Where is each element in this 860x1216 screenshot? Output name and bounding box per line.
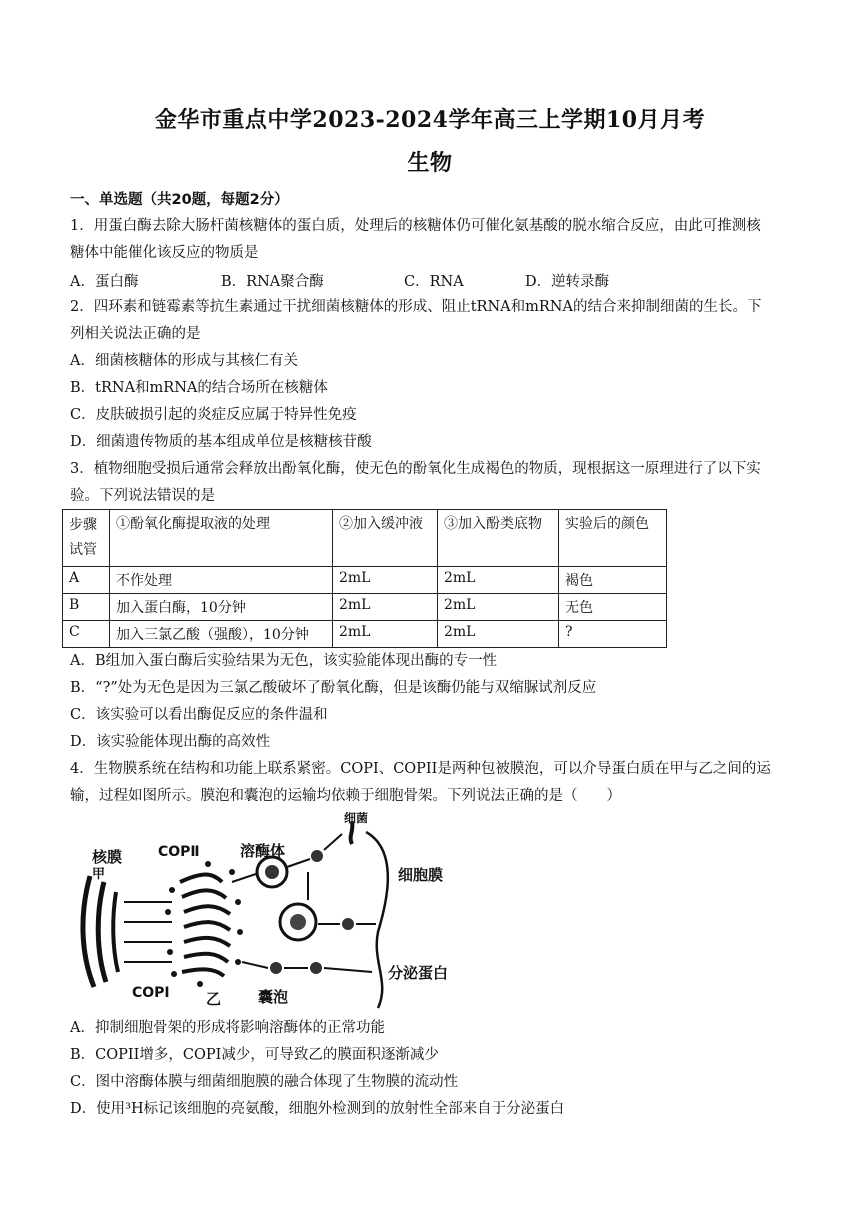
table-cell: 不作处理 <box>110 567 333 594</box>
arrow-shape <box>242 962 268 968</box>
label-vesicle: 囊泡 <box>258 988 289 1006</box>
vesicle-shape <box>342 918 354 930</box>
bacteria-shape <box>351 822 353 844</box>
membrane-transport-diagram <box>72 812 472 1012</box>
q4-option-c: C．图中溶酶体膜与细菌细胞膜的融合体现了生物膜的流动性 <box>70 1074 459 1090</box>
cell-membrane-shape <box>366 832 388 1008</box>
table-cell: ? <box>559 621 667 648</box>
q1-option-b: B．RNA聚合酶 <box>221 274 324 290</box>
label-lysosome: 溶酶体 <box>240 842 286 860</box>
table-cell: 褐色 <box>559 567 667 594</box>
q2-option-d: D．细菌遗传物质的基本组成单位是核糖核苷酸 <box>70 434 372 450</box>
q1-stem-line1: 1．用蛋白酶去除大肠杆菌核糖体的蛋白质，处理后的核糖体仍可催化氨基酸的脱水缩合反应，由此可推测核 <box>70 218 761 234</box>
table-cell: 2mL <box>333 594 438 621</box>
q3-stem-line1: 3．植物细胞受损后通常会释放出酚氧化酶，使无色的酚氧化生成褐色的物质，现根据这一原理进行了以下实 <box>70 461 761 477</box>
table-header-row <box>63 510 667 567</box>
q1-stem-line2: 糖体中能催化该反应的物质是 <box>70 245 259 261</box>
q4-stem-line1: 4．生物膜系统在结构和功能上联系紧密。COPI、COPII是两种包被膜泡，可以介导蛋白质在甲与乙之间的运 <box>70 761 771 777</box>
secretory-vesicle-shape <box>310 962 322 974</box>
table-cell: 无色 <box>559 594 667 621</box>
section-heading: 一、单选题（共20题，每题2分） <box>70 192 289 208</box>
table-cell: 加入蛋白酶，10分钟 <box>110 594 333 621</box>
arrow-shape <box>324 834 342 850</box>
q3-option-d: D．该实验能体现出酶的高效性 <box>70 734 271 750</box>
table-cell: 2mL <box>438 567 559 594</box>
vesicle-shape <box>311 850 323 862</box>
q2-option-c: C．皮肤破损引起的炎症反应属于特异性免疫 <box>70 407 357 423</box>
q1-option-d: D．逆转录酶 <box>525 274 610 290</box>
corner-tube-label: 试管 <box>69 542 97 558</box>
er-membrane-shape <box>98 882 106 982</box>
label-bacteria: 细菌 <box>344 812 369 825</box>
table-corner-cell <box>63 510 110 567</box>
table-header-cell: ①酚氧化酶提取液的处理 <box>110 510 333 567</box>
arrow-shape <box>232 874 256 882</box>
phagolysosome-core-shape <box>290 914 306 930</box>
label-cop1: COPⅠ <box>132 985 170 1001</box>
nuclear-membrane-shape <box>83 876 94 987</box>
table-cell: B <box>63 594 110 621</box>
lysosome-core-shape <box>265 865 279 879</box>
table-header-cell: ③加入酚类底物 <box>438 510 559 567</box>
exam-title: 金华市重点中学2023-2024学年高三上学期10月月考 <box>154 107 706 133</box>
q4-option-b: B．COPII增多，COPI减少，可导致乙的膜面积逐渐减少 <box>70 1047 439 1063</box>
er-membrane-shape <box>113 892 118 972</box>
table-cell: 加入三氯乙酸（强酸），10分钟 <box>110 621 333 648</box>
q1-option-a: A．蛋白酶 <box>70 274 139 290</box>
label-cop2: COPⅡ <box>158 844 200 860</box>
label-jia: 甲 <box>92 867 106 882</box>
exam-subject: 生物 <box>407 150 453 176</box>
table-cell: 2mL <box>438 594 559 621</box>
arrow-shape <box>324 968 372 972</box>
label-secreted-protein: 分泌蛋白 <box>388 964 449 982</box>
table-row <box>63 567 667 594</box>
q2-option-a: A．细菌核糖体的形成与其核仁有关 <box>70 353 298 369</box>
table-cell: 2mL <box>438 621 559 648</box>
q4-option-a: A．抑制细胞骨架的形成将影响溶酶体的正常功能 <box>70 1020 385 1036</box>
q2-option-b: B．tRNA和mRNA的结合场所在核糖体 <box>70 380 328 396</box>
q1-option-c: C．RNA <box>404 274 464 290</box>
table-cell: C <box>63 621 110 648</box>
q4-option-d: D．使用³H标记该细胞的亮氨酸，细胞外检测到的放射性全部来自于分泌蛋白 <box>70 1101 565 1117</box>
label-yi: 乙 <box>206 990 222 1008</box>
experiment-table <box>62 509 667 648</box>
q3-option-c: C．该实验可以看出酶促反应的条件温和 <box>70 707 328 723</box>
table-header-cell: ②加入缓冲液 <box>333 510 438 567</box>
table-cell: 2mL <box>333 621 438 648</box>
label-cell-membrane: 细胞膜 <box>398 866 444 884</box>
q2-stem-line1: 2．四环素和链霉素等抗生素通过干扰细菌核糖体的形成、阻止tRNA和mRNA的结合来抑制细菌的生长。下 <box>70 299 762 315</box>
q3-stem-line2: 验。下列说法错误的是 <box>70 488 215 504</box>
q3-option-a: A．B组加入蛋白酶后实验结果为无色，该实验能体现出酶的专一性 <box>70 653 498 669</box>
corner-step-label: 步骤 <box>69 517 97 533</box>
label-nuclear-membrane: 核膜 <box>92 848 123 866</box>
table-row <box>63 594 667 621</box>
arrow-shape <box>287 859 310 867</box>
secretory-vesicle-shape <box>270 962 282 974</box>
table-cell: 2mL <box>333 567 438 594</box>
table-cell: A <box>63 567 110 594</box>
table-row <box>63 621 667 648</box>
q3-option-b: B．“?”处为无色是因为三氯乙酸破坏了酚氧化酶，但是该酶仍能与双缩脲试剂反应 <box>70 680 597 696</box>
q4-stem-line2: 输，过程如图所示。膜泡和囊泡的运输均依赖于细胞骨架。下列说法正确的是（ ） <box>70 788 621 804</box>
table-header-cell: 实验后的颜色 <box>559 510 667 567</box>
q2-stem-line2: 列相关说法正确的是 <box>70 326 201 342</box>
golgi-stack-shape <box>180 875 230 977</box>
